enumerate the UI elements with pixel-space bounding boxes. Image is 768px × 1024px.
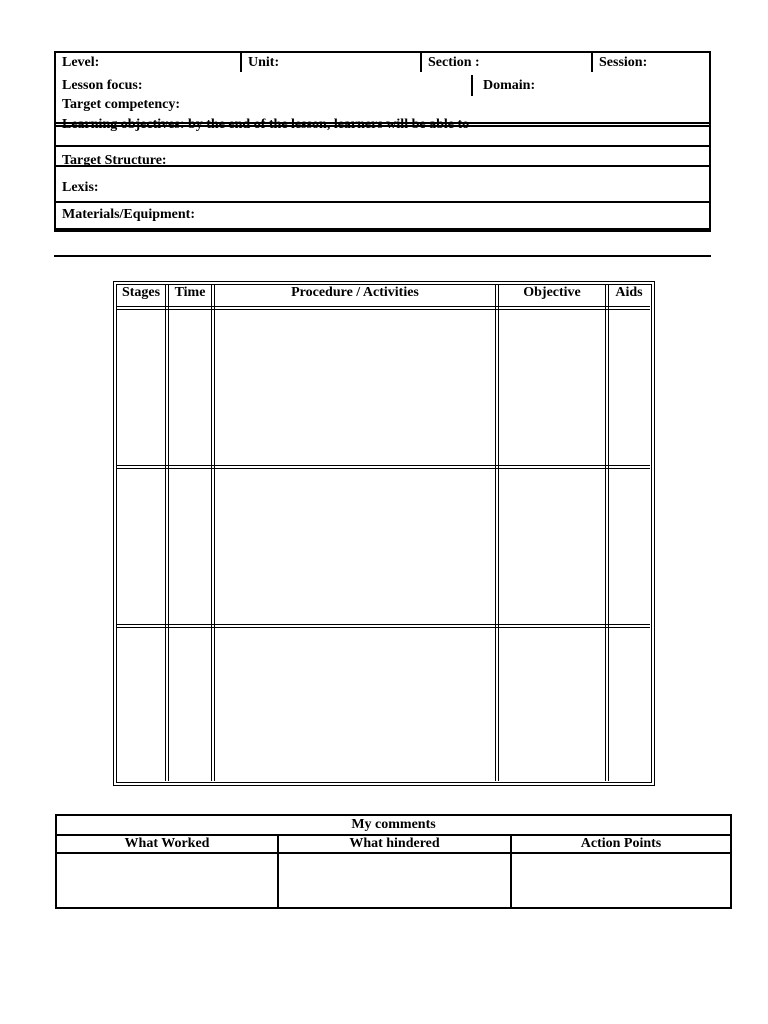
lexis-label: Lexis: — [62, 180, 99, 195]
stages-col-divider — [498, 284, 499, 781]
stages-header: Stages — [121, 285, 161, 300]
info-row-divider — [54, 255, 711, 257]
level-label: Level: — [62, 55, 100, 70]
objective-header: Objective — [523, 285, 581, 300]
my-comments-title: My comments — [351, 817, 436, 832]
materials-label: Materials/Equipment: — [62, 207, 195, 222]
info-row-divider — [54, 201, 711, 203]
stages-col-divider — [214, 284, 215, 781]
unit-label: Unit: — [248, 55, 280, 70]
stages-col-divider — [168, 284, 169, 781]
stages-row-divider — [116, 309, 650, 310]
what-hindered-header: What hindered — [349, 836, 440, 851]
session-label: Session: — [599, 55, 648, 70]
stages-col-divider — [165, 284, 166, 781]
stages-col-divider — [608, 284, 609, 781]
stages-row-divider — [116, 624, 650, 625]
info-row-divider — [54, 228, 711, 230]
procedure-activities-header: Procedure / Activities — [291, 285, 419, 300]
time-header: Time — [174, 285, 206, 300]
lesson-info-table — [54, 51, 711, 232]
comments-row-divider — [55, 852, 732, 854]
stages-col-divider — [495, 284, 496, 781]
stages-col-divider — [211, 284, 212, 781]
target-structure-label: Target Structure: — [62, 153, 167, 168]
info-col-divider — [471, 75, 473, 96]
lesson-focus-label: Lesson focus: — [62, 78, 143, 93]
lesson-stages-table — [113, 281, 655, 786]
info-table-frame — [54, 51, 711, 232]
action-points-header: Action Points — [580, 836, 662, 851]
stages-table-inner-border — [116, 284, 652, 783]
what-worked-header: What Worked — [124, 836, 210, 851]
info-row-divider — [54, 145, 711, 147]
target-competency-label: Target competency: — [62, 97, 181, 112]
stages-row-divider — [116, 306, 650, 307]
stages-col-divider — [605, 284, 606, 781]
learning-objectives-label: Learning objectives: by the end of the lesson, learners will be able to — [62, 117, 470, 132]
aids-header: Aids — [615, 285, 643, 300]
stages-row-divider — [116, 468, 650, 469]
info-col-divider — [591, 51, 593, 72]
domain-label: Domain: — [483, 78, 536, 93]
stages-row-divider — [116, 465, 650, 466]
section-label: Section : — [428, 55, 480, 70]
info-col-divider — [420, 51, 422, 72]
stages-row-divider — [116, 627, 650, 628]
comments-table — [55, 814, 732, 909]
info-col-divider — [240, 51, 242, 72]
